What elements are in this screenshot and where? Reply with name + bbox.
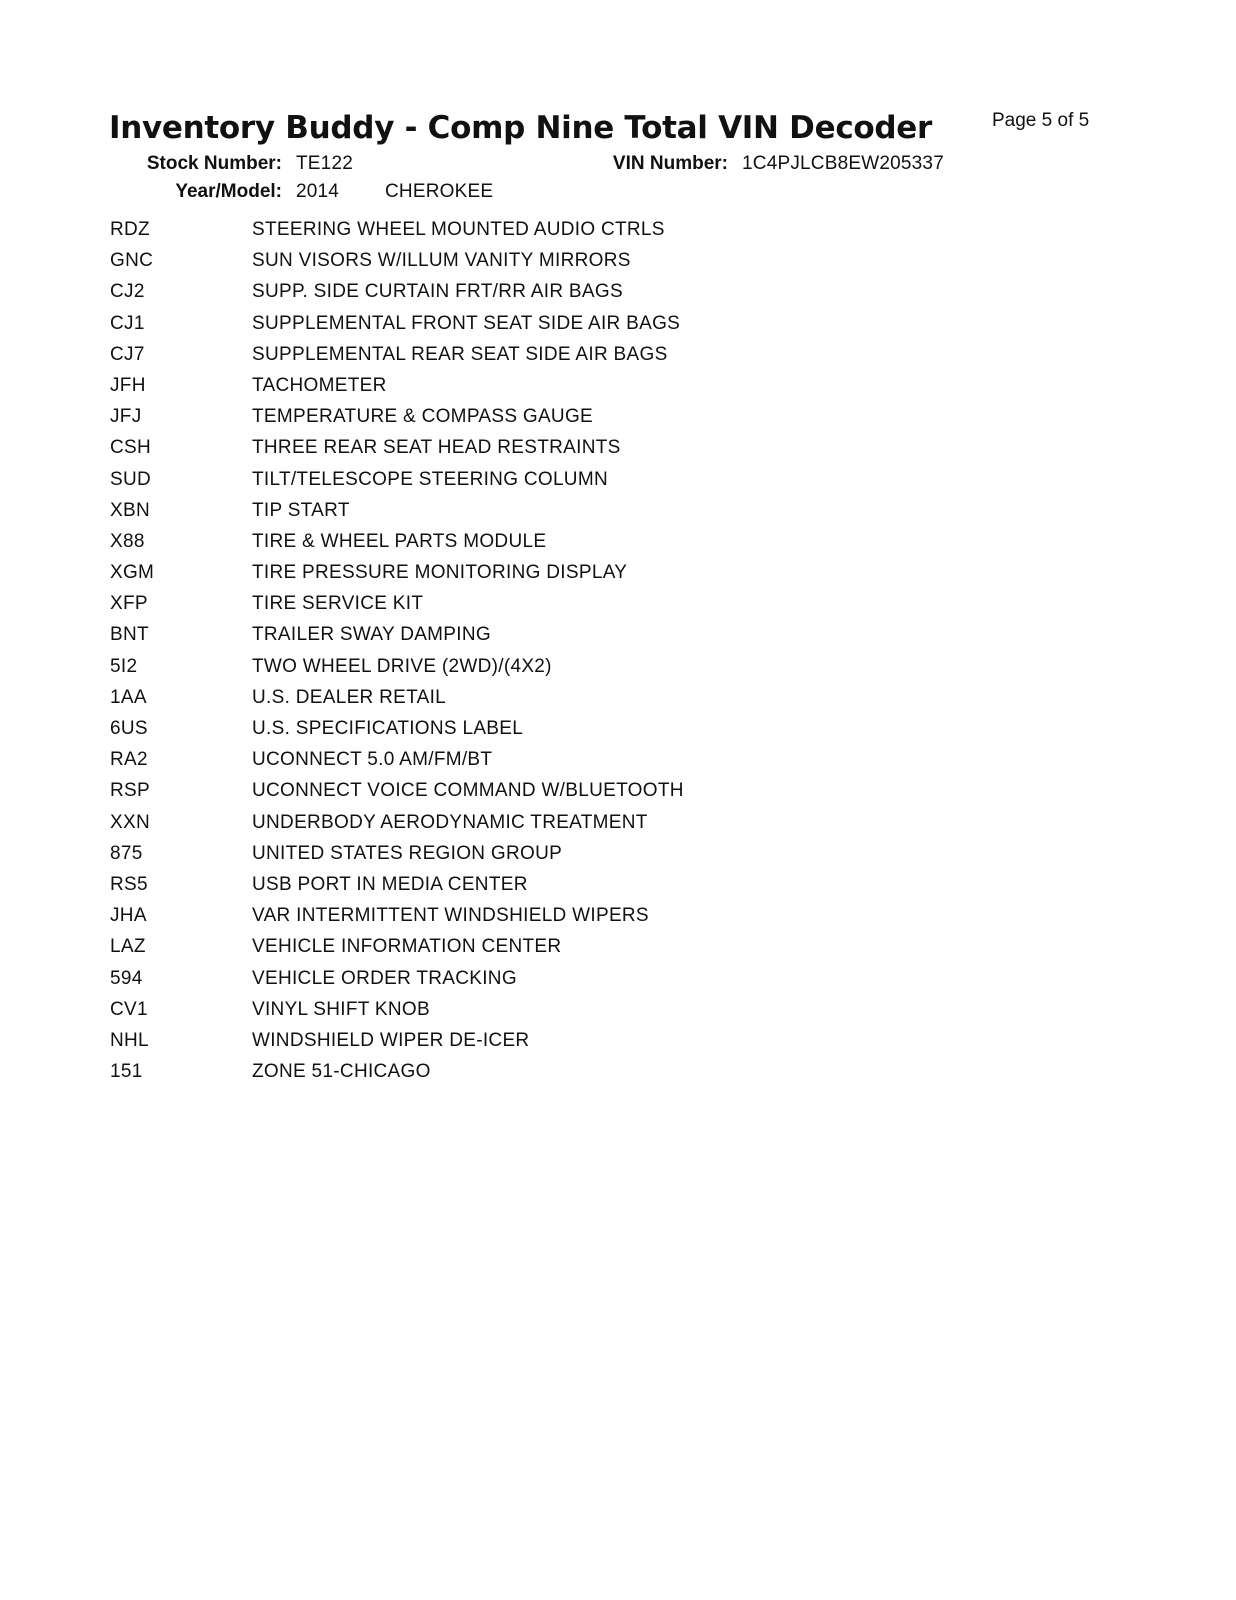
- option-row: [0, 499, 1236, 530]
- option-code-list: [0, 218, 1236, 1091]
- option-code: JHA: [110, 905, 147, 927]
- option-description: U.S. SPECIFICATIONS LABEL: [252, 718, 524, 739]
- option-code: XGM: [110, 562, 155, 584]
- option-code: 5I2: [110, 655, 138, 677]
- vin-number-label: VIN Number:: [612, 153, 728, 174]
- option-code: CJ1: [110, 312, 145, 334]
- option-row: [0, 343, 1236, 374]
- option-description: TILT/TELESCOPE STEERING COLUMN: [252, 468, 608, 490]
- option-description: UNITED STATES REGION GROUP: [252, 842, 563, 864]
- option-row: [0, 904, 1236, 935]
- option-row: [0, 842, 1236, 873]
- page-title: Inventory Buddy - Comp Nine Total VIN Decoder: [109, 110, 933, 146]
- option-row: [0, 717, 1236, 748]
- option-description: ZONE 51-CHICAGO: [252, 1061, 431, 1083]
- option-description: TWO WHEEL DRIVE (2WD)/(4X2): [252, 655, 552, 677]
- option-row: [0, 967, 1236, 998]
- option-row: [0, 935, 1236, 966]
- stock-number-label: Stock Number:: [146, 153, 282, 174]
- option-row: [0, 1029, 1236, 1060]
- option-code: XBN: [110, 499, 150, 521]
- option-description: VEHICLE ORDER TRACKING: [252, 967, 517, 989]
- option-description: USB PORT IN MEDIA CENTER: [252, 873, 528, 895]
- option-code: RA2: [110, 749, 148, 771]
- option-description: VAR INTERMITTENT WINDSHIELD WIPERS: [252, 905, 649, 927]
- year-value: 2014: [296, 181, 340, 202]
- option-code: CV1: [110, 998, 148, 1020]
- option-description: TIP START: [252, 499, 350, 521]
- option-code: NHL: [110, 1029, 149, 1051]
- option-code: RS5: [110, 873, 148, 895]
- option-description: TACHOMETER: [252, 374, 387, 396]
- option-description: TIRE SERVICE KIT: [252, 593, 424, 615]
- option-description: SUN VISORS W/ILLUM VANITY MIRRORS: [252, 250, 631, 272]
- option-code: RDZ: [110, 219, 150, 240]
- option-code: 1AA: [110, 686, 147, 708]
- option-row: [0, 218, 1236, 249]
- option-description: THREE REAR SEAT HEAD RESTRAINTS: [252, 437, 621, 459]
- option-code: JFH: [110, 374, 146, 396]
- vin-number-value: 1C4PJLCB8EW205337: [742, 153, 944, 174]
- option-description: UCONNECT 5.0 AM/FM/BT: [252, 749, 493, 771]
- option-row: [0, 436, 1236, 467]
- option-code: BNT: [110, 624, 149, 646]
- option-row: [0, 779, 1236, 810]
- option-description: TIRE PRESSURE MONITORING DISPLAY: [252, 562, 628, 584]
- option-description: U.S. DEALER RETAIL: [252, 686, 447, 708]
- option-code: RSP: [110, 780, 150, 802]
- option-description: SUPPLEMENTAL REAR SEAT SIDE AIR BAGS: [252, 343, 668, 365]
- option-description: WINDSHIELD WIPER DE-ICER: [252, 1029, 530, 1051]
- option-code: 875: [110, 842, 143, 864]
- option-row: [0, 530, 1236, 561]
- year-model-label: Year/Model:: [175, 181, 282, 202]
- option-row: [0, 280, 1236, 311]
- option-code: GNC: [110, 250, 154, 272]
- option-row: [0, 468, 1236, 499]
- option-row: [0, 655, 1236, 686]
- option-description: UNDERBODY AERODYNAMIC TREATMENT: [252, 811, 648, 833]
- option-row: [0, 748, 1236, 779]
- option-row: [0, 249, 1236, 280]
- option-row: [0, 561, 1236, 592]
- option-row: [0, 592, 1236, 623]
- page-indicator: Page 5 of 5: [992, 110, 1090, 131]
- option-code: SUD: [110, 468, 152, 490]
- option-description: VEHICLE INFORMATION CENTER: [252, 936, 562, 958]
- option-row: [0, 623, 1236, 654]
- option-description: TRAILER SWAY DAMPING: [252, 624, 491, 646]
- option-code: JFJ: [110, 406, 142, 428]
- option-description: TEMPERATURE & COMPASS GAUGE: [252, 406, 593, 428]
- option-code: 594: [110, 967, 143, 989]
- option-description: TIRE & WHEEL PARTS MODULE: [252, 530, 547, 552]
- option-description: SUPPLEMENTAL FRONT SEAT SIDE AIR BAGS: [252, 312, 681, 334]
- option-row: [0, 811, 1236, 842]
- model-value: CHEROKEE: [385, 181, 494, 202]
- option-code: X88: [110, 530, 145, 552]
- option-row: [0, 686, 1236, 717]
- option-description: UCONNECT VOICE COMMAND W/BLUETOOTH: [252, 780, 684, 802]
- option-code: XFP: [110, 593, 148, 615]
- option-description: STEERING WHEEL MOUNTED AUDIO CTRLS: [252, 219, 665, 240]
- option-code: XXN: [110, 811, 150, 833]
- option-code: CJ2: [110, 281, 145, 303]
- option-row: [0, 873, 1236, 904]
- stock-number-value: TE122: [296, 153, 353, 174]
- option-row: [0, 312, 1236, 343]
- option-code: CSH: [110, 437, 152, 459]
- option-description: VINYL SHIFT KNOB: [252, 998, 430, 1020]
- option-row: [0, 1060, 1236, 1091]
- option-description: SUPP. SIDE CURTAIN FRT/RR AIR BAGS: [252, 281, 623, 303]
- year-model-row: [0, 180, 1236, 204]
- option-row: [0, 998, 1236, 1029]
- option-code: 6US: [110, 718, 148, 739]
- option-code: CJ7: [110, 343, 145, 365]
- option-row: [0, 374, 1236, 405]
- option-code: LAZ: [110, 936, 146, 958]
- option-code: 151: [110, 1061, 143, 1083]
- stock-vin-row: [0, 152, 1236, 176]
- option-row: [0, 405, 1236, 436]
